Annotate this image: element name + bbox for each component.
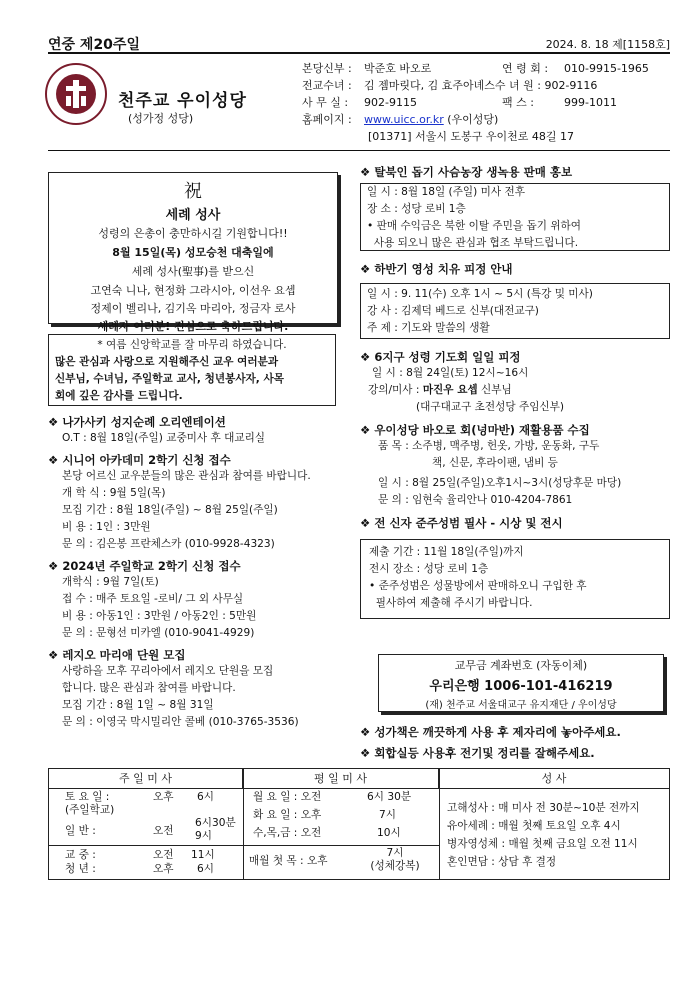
congrats-line3: 세례 성사(聖事)를 받으신 [131,265,255,278]
church-logo-icon [44,62,108,126]
account-title: 교무금 계좌번호 (자동이체) [454,659,588,672]
header-divider [48,150,670,151]
congrats-line5: 정제이 벨리나, 김기옥 마리아, 정금자 로사 [90,302,296,315]
left-notices [48,414,348,731]
contact-web: 홈페이지 : www.uicc.or.kr (우이성당) [302,113,499,126]
account-holder: (재) 천주교 서울대교구 유지재단 / 우이성당 [425,700,617,711]
right-notices [360,164,670,619]
contact-address: [01371] 서울시 도봉구 우이천로 48길 17 [368,130,574,143]
thanks-line3: 신부님, 수녀님, 주일학교 교사, 청년봉사자, 사목 [55,373,284,385]
thanks-line2: 많은 관심과 사랑으로 지원해주신 교우 여러분과 [55,356,279,368]
sacrament-header: 성 사 [439,769,669,789]
notice-senior-academy: ❖ 시니어 아카데미 2학기 신청 접수 본당 어르신 교우분들의 많은 관심과 참여를 바랍니다. 개 학 식 : 9월 5일(목) 모집 기간 : 8월 18일(주일) ~ 8월 25일(주일) 비 용 : 1인 : 3만원 문 의 : 김은봉 프란체스카 (010-9928-4323) [48,453,311,550]
contact-pastor: 본당신부 : 박준호 바오로 [302,62,432,75]
notice-recycling: ❖ 우이성당 바오로 회(넝마반) 재활용품 수집 품 목 : 소주병, 맥주병, 헌옷, 가방, 운동화, 구두 책, 신문, 후라이팬, 냄비 등 일 시 : 8월 25일(주일)오후1시~3시(성당후문 마당) 문 의 : 임현숙 율리안나 010-4204-7861 [360,423,622,506]
contact-fax: 팩 스 : 999-1011 [502,96,617,109]
baptism-congrats-box [48,172,338,333]
reminder-hymnbook: ❖ 성가책은 깨끗하게 사용 후 제자리에 놓아주세요. [360,725,621,739]
reminder-meeting-room: ❖ 회합실등 사용후 전기및 정리를 잘해주세요. [360,746,595,760]
website-link[interactable]: www.uicc.or.kr [364,113,444,126]
thanks-line4: 회에 깊은 감사를 드립니다. [55,390,183,402]
account-number: 우리은행 1006-101-416219 [429,679,613,694]
church-name: 천주교 우이성당 [118,91,247,111]
notice-imitation-christ: ❖ 전 신자 준주성범 필사 - 시상 및 전시 제출 기간 : 11월 18일(주일)까지 전시 장소 : 성당 로비 1층 • 준주성범은 성물방에서 판매하오니 구입한 후 필사하여 제출해 주시기 바랍니다. [360,515,670,619]
weekday-mass-header: 평 일 미 사 [243,769,439,789]
contact-nuns: 전교수녀 : 김 젬마릿다, 김 효주아녜스수 녀 원 : 902-9116 [302,79,598,92]
notice-deer-farm: ❖ 탈북인 돕기 사슴농장 생녹용 판매 홍보 일 시 : 8월 18일 (주일) 미사 전후 장 소 : 성당 로비 1층 • 판매 수익금은 북한 이탈 주민을 돕기 위하여 사용 되오니 많은 관심과 협조 부탁드립니다. [360,164,670,251]
notice-spirit-prayer: ❖ 6지구 성령 기도회 일일 피정 일 시 : 8월 24일(토) 12시~16시 강의/미사 : 마진우 요셉 신부님 (대구대교구 초전성당 주임신부) [360,350,565,413]
account-box [378,654,664,712]
mass-schedule-table: 주 일 미 사 평 일 미 사 성 사 토 요 일 : (주일학교) 오후 6시 일 반 : 오전 6시30분 9시 교 중 : 오전 11시 청 년 : 오후 6시 월 요 일 : 오전 6시 30분 화 요 일 : 오후 7시 수,목,금 : 오전 10시 매월 첫 목 : 오후 7시 (성체강복) 고해성사 : 매 미사 전 30분~10분 전까지 유아세례 : 매월 첫째 토요일 오후 4시 병자영성체 : 매월 첫째 금요일 오전 11시 혼인면담 : 상담 후 결정 [48,768,670,880]
sacrament-list: 고해성사 : 매 미사 전 30분~10분 전까지 유아세례 : 매월 첫째 토요일 오후 4시 병자영성체 : 매월 첫째 금요일 오전 11시 혼인면담 : 상담 후 결정 [447,802,640,868]
sun-sat-label: 토 요 일 : (주일학교) [65,791,115,816]
liturgical-season: 연중 제20주일 [48,37,140,53]
church-patron: (성가정 성당) [128,112,194,125]
notice-healing-retreat: ❖ 하반기 영성 치유 피정 안내 일 시 : 9. 11(수) 오후 1시 ~ 5시 (특강 및 미사) 강 사 : 김제덕 베드로 신부(대전교구) 주 제 : 기도와 말씀의 생활 [360,261,670,339]
thanks-line1: * 여름 신앙학교를 잘 마무리 하였습니다. [97,339,287,351]
contact-office: 사 무 실 : 902-9115 [302,96,417,109]
congrats-title: 세례 성사 [165,208,221,223]
congrats-line4: 고연숙 니나, 현정화 그라시아, 이선우 요셉 [90,284,296,297]
contact-liaison: 연 령 회 : 010-9915-1965 [502,62,649,75]
thanks-box [48,334,336,406]
issue-date: 2024. 8. 18 제[1158호] [545,38,670,51]
congrats-line2: 8월 15일(목) 성모승천 대축일에 [112,246,274,259]
bulletin-header-bar [48,32,670,54]
notice-nagasaki: ❖ 나가사키 성지순례 오리엔테이션 O.T : 8월 18일(주일) 교중미사 후 대교리실 [48,415,266,444]
sunday-mass-header: 주 일 미 사 [49,769,243,789]
congrats-mark: 祝 [184,181,202,202]
congrats-line6: 세례자 여러분! 진심으로 축하드립니다. [97,320,289,333]
notice-sunday-school: ❖ 2024년 주일학교 2학기 신청 접수 개학식 : 9월 7일(토) 접 수 : 매주 토요일 -로비/ 그 외 사무실 비 용 : 아동1인 : 3만원 / 아동2인 : 5만원 문 의 : 문형선 미카엘 (010-9041-4929) [48,559,257,639]
notice-legio-mariae: ❖ 레지오 마리애 단원 모집 사랑하올 모후 꾸리아에서 레지오 단원을 모집 합니다. 많은 관심과 참여를 바랍니다. 모집 기간 : 8월 1일 ~ 8월 31일 문 의 : 이영국 막시밀리안 콜베 (010-3765-3536) [48,648,299,728]
congrats-line1: 성령의 은총이 충만하시길 기원합니다!! [98,227,288,240]
